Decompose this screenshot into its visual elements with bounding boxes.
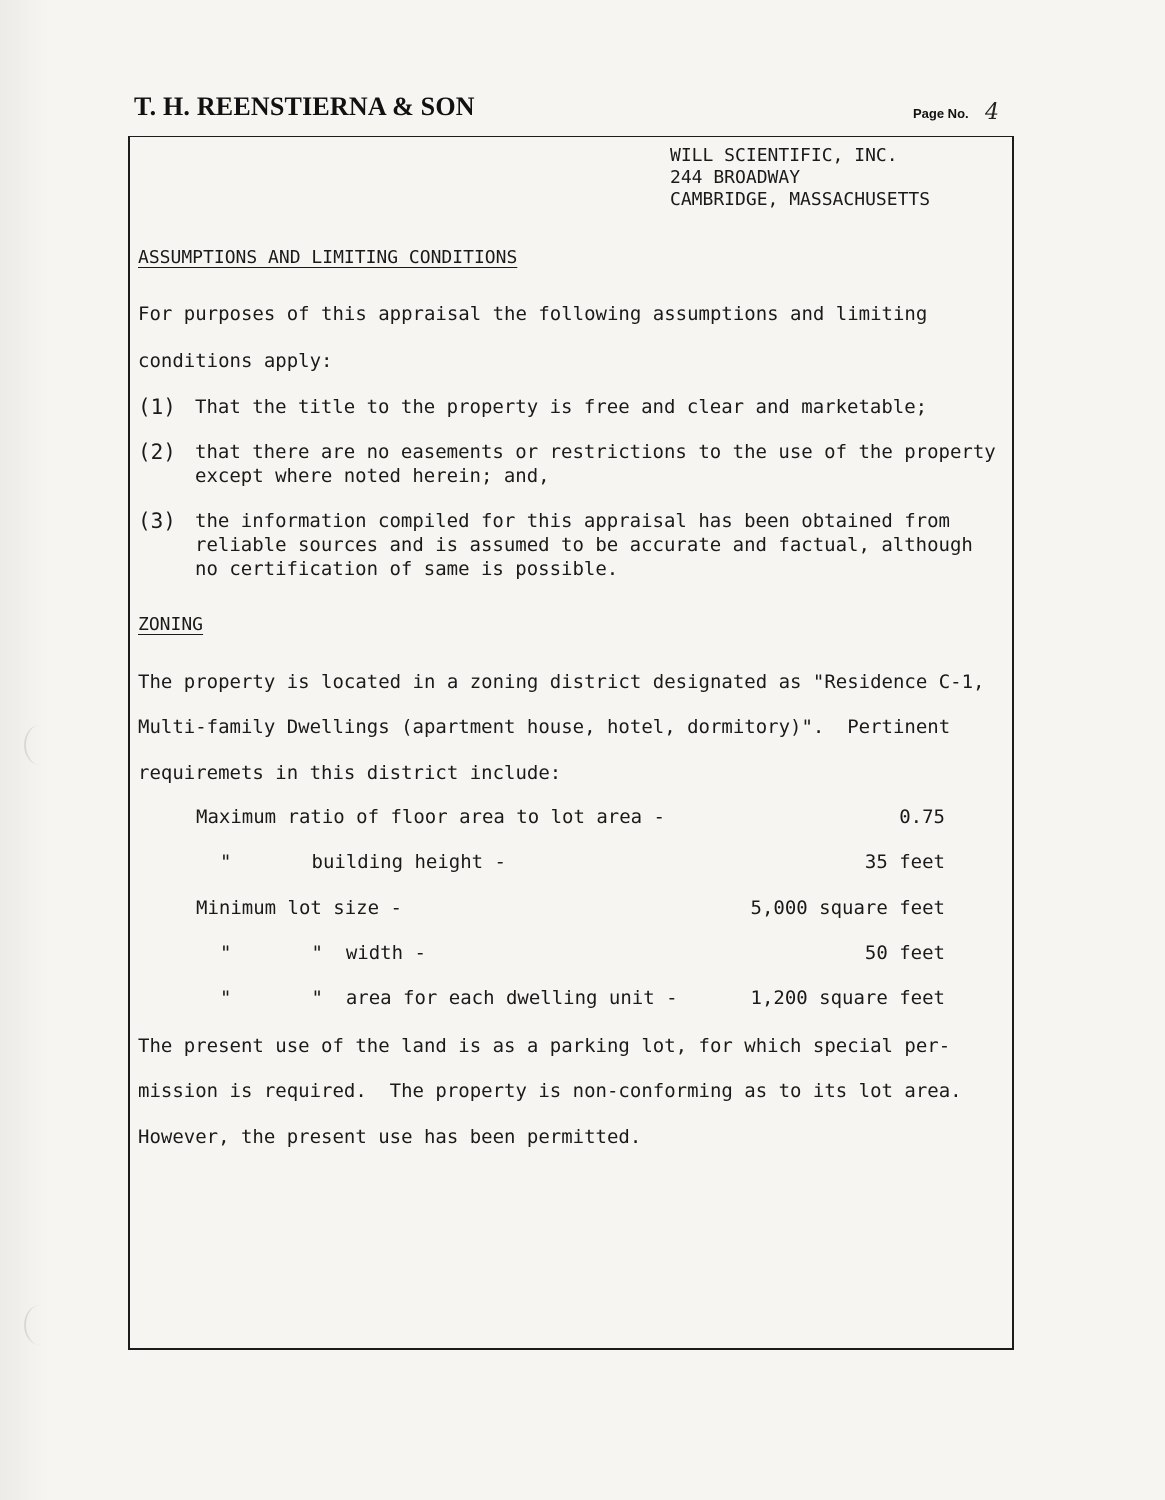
requirement-label: Minimum lot size - <box>196 897 402 919</box>
list-item-number: (1) <box>138 395 176 419</box>
requirement-value: 35 feet <box>864 851 945 873</box>
paragraph-line: Multi-family Dwellings (apartment house, hotel, dormitory)". Pertinent <box>138 716 951 738</box>
address-line: 244 BROADWAY <box>670 167 801 188</box>
section-heading-assumptions: ASSUMPTIONS AND LIMITING CONDITIONS <box>138 247 518 268</box>
section-heading-zoning: ZONING <box>138 614 204 635</box>
list-item-text: That the title to the property is free and clear and marketable; <box>195 396 928 418</box>
requirement-value: 0.75 <box>899 806 945 828</box>
paragraph-line: conditions apply: <box>138 350 333 372</box>
list-item-text: no certification of same is possible. <box>195 558 619 580</box>
address-line: CAMBRIDGE, MASSACHUSETTS <box>670 189 931 210</box>
list-item-number: (2) <box>138 440 176 464</box>
binder-hole-mark <box>24 1305 56 1345</box>
paragraph-line: requiremets in this district include: <box>138 762 562 784</box>
paragraph-line: However, the present use has been permitted. <box>138 1126 642 1148</box>
requirement-value: 5,000 square feet <box>750 897 945 919</box>
address-line: WILL SCIENTIFIC, INC. <box>670 145 898 166</box>
list-item-text: the information compiled for this appraisal has been obtained from <box>195 510 950 532</box>
requirement-label: Maximum ratio of floor area to lot area - <box>196 806 665 828</box>
paragraph-line: The present use of the land is as a parking lot, for which special per- <box>138 1035 951 1057</box>
list-item-text: reliable sources and is assumed to be accurate and factual, although <box>195 534 973 556</box>
paragraph-line: mission is required. The property is non-conforming as to its lot area. <box>138 1080 962 1102</box>
requirement-label: " building height - <box>220 851 506 873</box>
binder-hole-mark <box>24 725 56 765</box>
page-number: 4 <box>985 100 999 125</box>
requirement-value: 50 feet <box>864 942 945 964</box>
paragraph-line: For purposes of this appraisal the following assumptions and limiting <box>138 303 928 325</box>
letterhead: T. H. REENSTIERNA & SON <box>134 92 475 121</box>
list-item-text: except where noted herein; and, <box>195 465 550 487</box>
list-item-number: (3) <box>138 509 176 533</box>
requirement-label: " " width - <box>220 942 426 964</box>
paragraph-line: The property is located in a zoning district designated as "Residence C-1, <box>138 671 985 693</box>
requirement-label: " " area for each dwelling unit - <box>220 987 678 1009</box>
requirement-value: 1,200 square feet <box>750 987 945 1009</box>
page-number-label: Page No. <box>913 106 969 121</box>
list-item-text: that there are no easements or restrictions to the use of the property <box>195 441 996 463</box>
